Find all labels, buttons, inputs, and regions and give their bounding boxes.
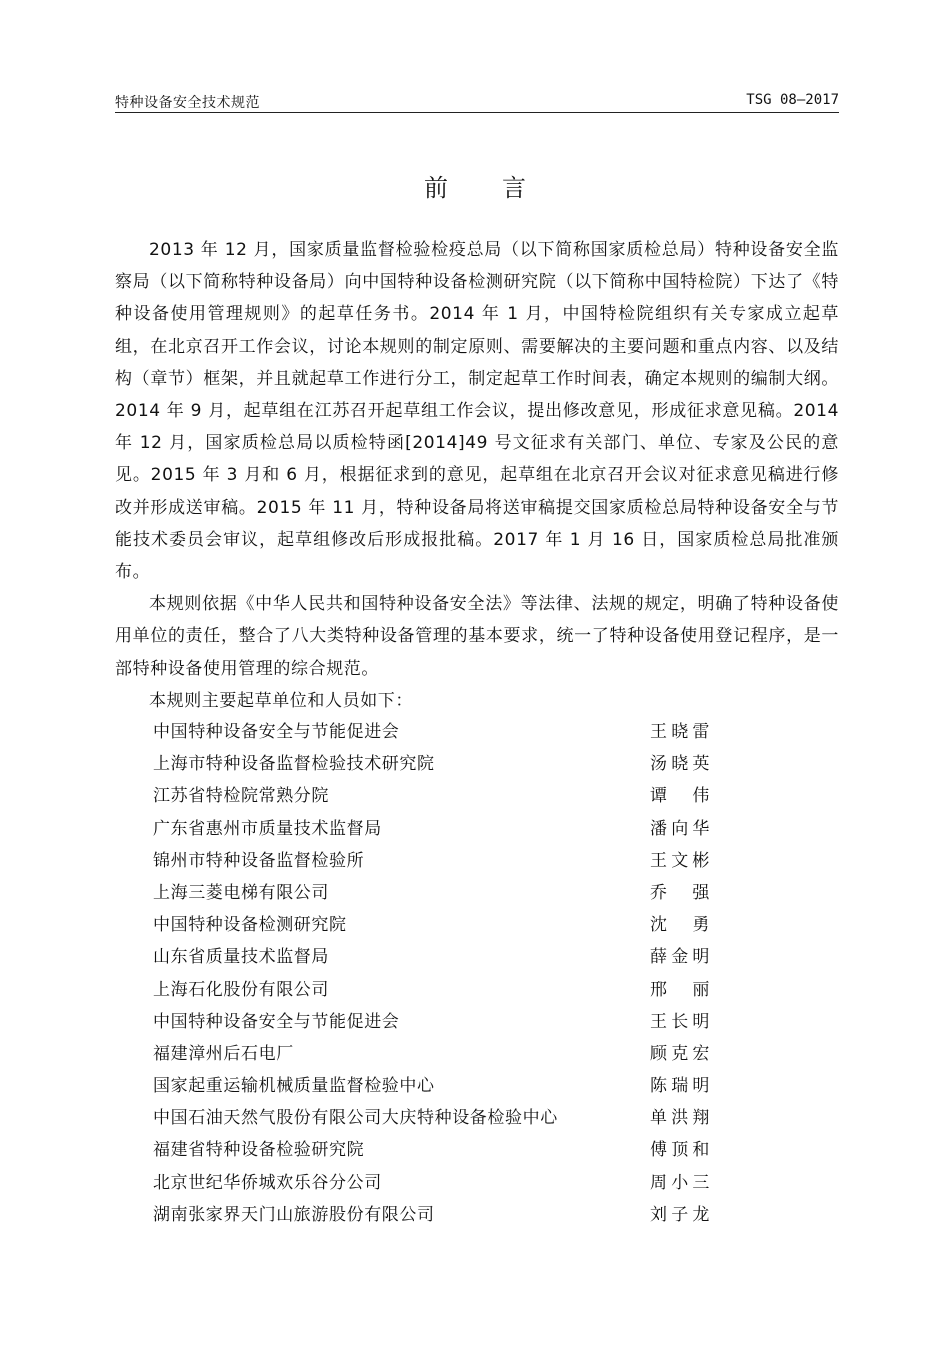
drafter-row [153,780,753,812]
header-series-title: 特种设备安全技术规范 [115,95,260,111]
drafter-name: 傅顶和 [650,1140,710,1161]
drafter-name: 顾克宏 [650,1043,710,1064]
drafter-unit: 上海石化股份有限公司 [153,979,329,1000]
drafter-row [153,909,753,941]
drafter-row [153,1006,753,1038]
drafter-row [153,1167,753,1199]
drafter-row [153,845,753,877]
paragraph-drafting-history: 2013 年 12 月，国家质量监督检验检疫总局（以下简称国家质检总局）特种设备安全监察局（以下简称特种设备局）向中国特种设备检测研究院（以下简称中国特检院）下达了《特种设备使用管理规则》的起草任务书。2014 年 1 月，中国特检院组织有关专家成立起草组，在北京召开工作会议，讨论本规则的制定原则、需要解决的主要问题和重点内容、以及结构（章节）框架，并且就起草工作进行分工，制定起草工作时间表，确定本规则的编制大纲。2014 年 9 月，起草组在江苏召开起草组工作会议，提出修改意见，形成征求意见稿。2014 年 12 月，国家质检总局以质检特函[2014]49 号文征求有关部门、单位、专家及公民的意见。2015 年 3 月和 6 月，根据征求到的意见，起草组在北京召开会议对征求意见稿进行修改并形成送审稿。2015 年 11 月，特种设备局将送审稿提交国家质检总局特种设备安全与节能技术委员会审议，起草组修改后形成报批稿。2017 年 1 月 16 日，国家质检总局批准颁布。 [115,240,839,583]
drafter-unit: 山东省质量技术监督局 [153,947,329,968]
drafter-unit: 广东省惠州市质量技术监督局 [153,818,382,839]
drafter-row [153,1102,753,1134]
drafter-name: 汤晓英 [650,754,710,775]
drafter-name: 陈瑞明 [650,1076,710,1097]
drafters-list [153,716,753,1231]
drafter-unit: 湖南张家界天门山旅游股份有限公司 [153,1204,435,1225]
foreword-body [115,234,839,717]
header-document-code: TSG 08—2017 [746,92,839,108]
page-header [115,90,839,113]
drafter-name: 潘向华 [650,818,710,839]
drafter-name: 王长明 [650,1011,710,1032]
drafter-name: 王文彬 [650,850,710,871]
drafter-unit: 中国特种设备检测研究院 [153,915,347,936]
drafter-name: 谭伟 [650,786,710,807]
drafter-name: 乔强 [650,882,710,903]
drafter-row [153,716,753,748]
drafter-name: 周小三 [650,1172,710,1193]
drafter-unit: 福建漳州后石电厂 [153,1043,294,1064]
drafter-unit: 上海三菱电梯有限公司 [153,882,329,903]
drafter-name: 薛金明 [650,947,710,968]
drafter-name: 单洪翔 [650,1108,710,1129]
drafter-row [153,941,753,973]
drafter-name: 邢丽 [650,979,710,1000]
drafter-unit: 中国特种设备安全与节能促进会 [153,722,400,742]
drafter-row [153,748,753,780]
drafter-name: 王晓雷 [650,722,710,742]
drafter-row [153,813,753,845]
paragraph-regulation-basis: 本规则依据《中华人民共和国特种设备安全法》等法律、法规的规定，明确了特种设备使用单位的责任，整合了八大类特种设备管理的基本要求，统一了特种设备使用登记程序，是一部特种设备使用管理的综合规范。 [115,594,839,679]
drafter-row [153,1038,753,1070]
drafter-unit: 北京世纪华侨城欢乐谷分公司 [153,1172,382,1193]
drafter-row [153,974,753,1006]
drafter-row [153,1070,753,1102]
drafter-unit: 中国特种设备安全与节能促进会 [153,1011,400,1032]
drafter-unit: 江苏省特检院常熟分院 [153,786,329,807]
drafter-name: 沈勇 [650,915,710,936]
drafter-row [153,1199,753,1231]
paragraph-drafters-intro: 本规则主要起草单位和人员如下： [149,690,413,711]
drafter-unit: 福建省特种设备检验研究院 [153,1140,365,1161]
drafter-row [153,1134,753,1166]
drafter-unit: 中国石油天然气股份有限公司大庆特种设备检验中心 [153,1108,558,1129]
drafter-row [153,877,753,909]
page-title: 前言 [424,174,580,202]
drafter-unit: 国家起重运输机械质量监督检验中心 [153,1076,435,1097]
drafter-name: 刘子龙 [650,1204,710,1225]
drafter-unit: 锦州市特种设备监督检验所 [153,850,365,871]
drafter-unit: 上海市特种设备监督检验技术研究院 [153,754,435,775]
